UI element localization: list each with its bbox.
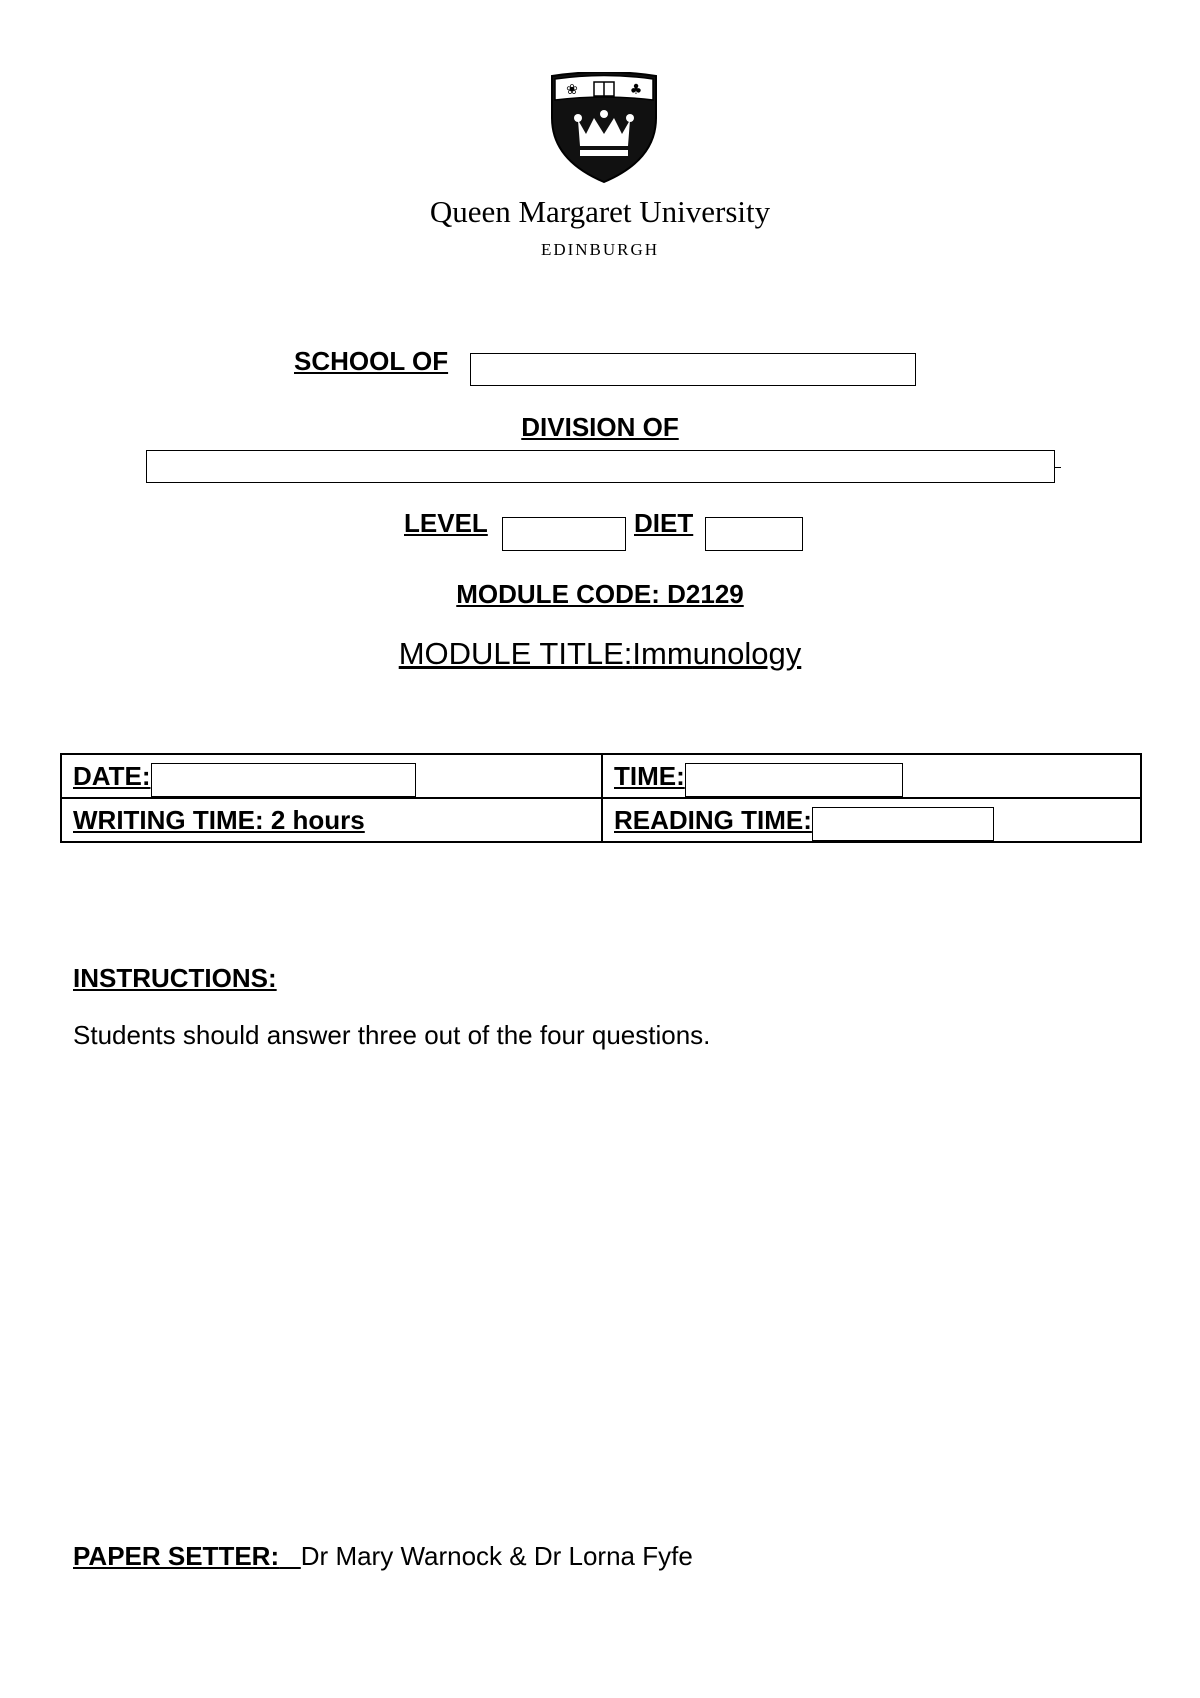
writing-time-cell xyxy=(61,798,602,842)
module-code: MODULE CODE: D2129 xyxy=(456,579,744,609)
module-title xyxy=(0,636,1200,672)
reading-time-label: READING TIME: xyxy=(614,805,812,835)
level-label: LEVEL xyxy=(404,508,488,538)
school-label: SCHOOL OF xyxy=(294,346,449,376)
paper-setter xyxy=(73,1541,693,1572)
university-name: Queen Margaret University xyxy=(429,194,771,229)
table-row xyxy=(61,798,1141,842)
division-field-tick xyxy=(1055,467,1061,468)
reading-time-field[interactable] xyxy=(812,807,994,841)
date-field[interactable] xyxy=(151,763,416,797)
paper-setter-value: Dr Mary Warnock & Dr Lorna Fyfe xyxy=(300,1541,693,1571)
school-field[interactable] xyxy=(470,353,916,386)
division-field[interactable] xyxy=(146,450,1055,483)
exam-info-table xyxy=(60,753,1142,843)
instructions-heading: INSTRUCTIONS: xyxy=(73,963,277,993)
university-crest-logo xyxy=(548,72,660,184)
time-label: TIME: xyxy=(614,761,685,791)
time-field[interactable] xyxy=(685,763,903,797)
diet-field[interactable] xyxy=(705,517,803,551)
date-cell xyxy=(61,754,602,798)
reading-time-cell xyxy=(602,798,1141,842)
level-field[interactable] xyxy=(502,517,626,551)
svg-text:♣: ♣ xyxy=(629,82,643,98)
date-label: DATE: xyxy=(73,761,151,791)
instructions-text: Students should answer three out of the four questions. xyxy=(73,1020,711,1050)
writing-time: WRITING TIME: 2 hours xyxy=(73,805,365,835)
paper-setter-label: PAPER SETTER: xyxy=(73,1541,280,1571)
diet-label: DIET xyxy=(634,508,694,538)
svg-text:❀: ❀ xyxy=(566,82,578,98)
table-row xyxy=(61,754,1141,798)
module-title-label: MODULE TITLE: xyxy=(398,636,633,671)
module-title-value: Immunology xyxy=(632,636,802,671)
university-city: EDINBURGH xyxy=(540,240,660,259)
division-label: DIVISION OF xyxy=(521,412,679,442)
time-cell xyxy=(602,754,1141,798)
